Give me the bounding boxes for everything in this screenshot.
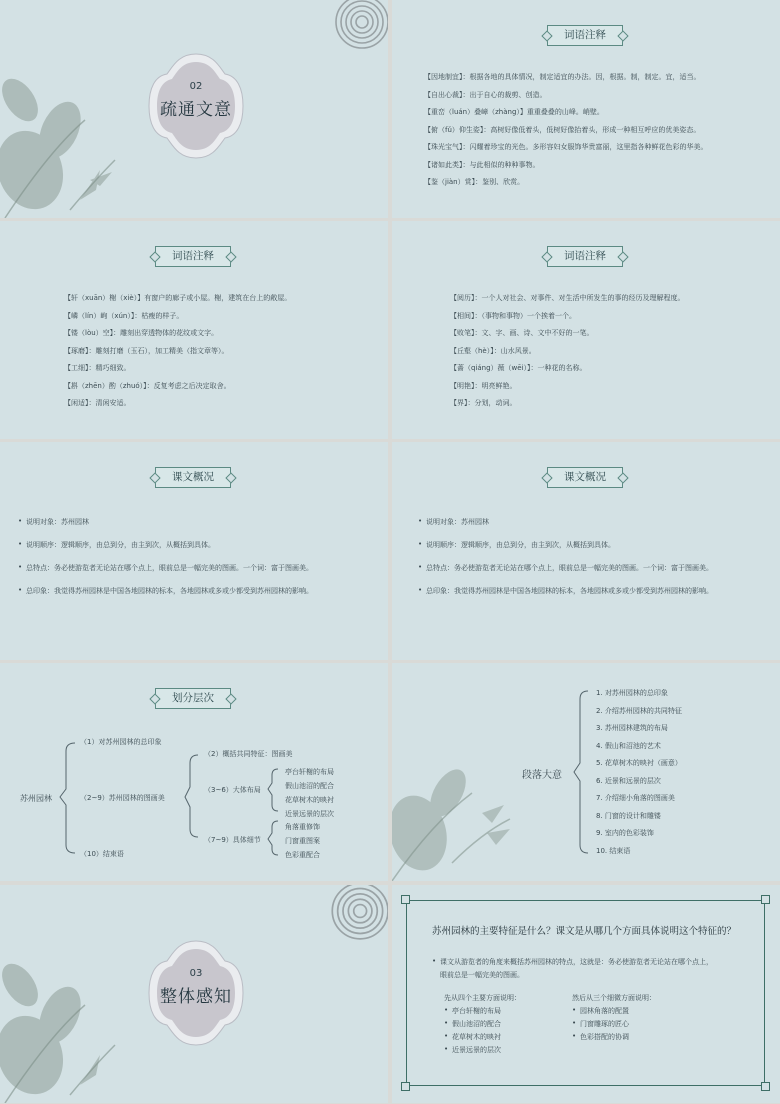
section-number: 02: [189, 81, 203, 92]
vocab-line: 【因地制宜】：根据各地的具体情况，制定适宜的办法。因，根据。制，制定。宜，适当。: [424, 73, 701, 81]
tree-leaf: 角落重修饰: [285, 823, 320, 831]
vocab-line: 【阅历】：一个人对社会、对事件、对生活中所发生的事的经历及理解程度。: [450, 294, 685, 302]
slide-section-03[interactable]: [0, 885, 388, 1103]
slide-vocab-1[interactable]: [392, 0, 780, 218]
slide-vocab-3[interactable]: [392, 221, 780, 439]
vocab-list: [424, 69, 708, 192]
vocab-line: 【轩（xuān）榭（xiè）】有窗户的廊子或小屋。榭，建筑在台上的敞屋。: [64, 294, 292, 302]
vocab-line: 【败笔】：文、字、画、诗、文中不好的一笔。: [450, 329, 594, 337]
ripple-icon: [332, 0, 388, 50]
summary-item: 9. 室内的色彩装饰: [596, 829, 654, 837]
slide-heading: 词语注释: [155, 246, 231, 267]
right-item: • 园林角落的配置: [580, 1006, 629, 1016]
slide-question[interactable]: [392, 885, 780, 1103]
summary-item: 2. 介绍苏州园林的共同特征: [596, 706, 682, 715]
frame-corner: [401, 895, 410, 904]
vocab-line: 【琢磨】：雕刻打磨（玉石），加工精美（指文章等）。: [64, 346, 229, 355]
tree-node: （1）对苏州园林的总印象: [80, 738, 162, 746]
slide-section-02[interactable]: [0, 0, 388, 218]
frame-corner: [401, 1082, 410, 1091]
summary-item: 8. 门窗的设计和雕镂: [596, 811, 661, 820]
vocab-line: 【珠光宝气】：闪耀着珍宝的光色。多形容妇女服饰华贵富丽，这里指各种鲜花色彩的华美。: [424, 143, 708, 151]
slide-heading: 划分层次: [155, 688, 231, 709]
tree-leaf: 假山池沼的配合: [285, 782, 334, 790]
tree-node: （10）结束语: [80, 850, 124, 858]
overview-bullet: • 总印象：我觉得苏州园林是中国各地园林的标本，各地园林或多或少都受到苏州园林的影响。: [26, 586, 313, 596]
question-text: 苏州园林的主要特征是什么？课文是从哪几个方面具体说明这个特征的？: [432, 926, 737, 937]
overview-bullet: • 总特点：务必使游览者无论站在哪个点上，眼前总是一幅完美的图画。一个词：富于图画美。: [26, 563, 313, 573]
leaf-shadow-icon: [0, 60, 140, 218]
tree-leaf: 门窗重图案: [285, 837, 320, 845]
left-item: • 近景远景的层次: [452, 1045, 501, 1055]
answer-line: • 课文从游览者的角度来概括苏州园林的特点，这就是：务必使游览者无论站在哪个点上，: [440, 957, 713, 967]
vocab-line: 【丘壑（hè）】：山水风景。: [450, 346, 536, 355]
overview-bullet: • 说明对象：苏州园林: [26, 517, 89, 527]
vocab-line: 【蔷（qiáng）薇（wēi）】：一种花的名称。: [450, 364, 587, 372]
tree-leaf: 花草树木的映衬: [285, 796, 334, 804]
summary-item: 4. 假山和沼池的艺术: [596, 741, 661, 750]
vocab-line: 【诸如此类】：与此相似的种种事物。: [424, 160, 540, 169]
section-medal: [145, 937, 247, 1049]
slide-structure[interactable]: [0, 663, 388, 881]
overview-bullet: • 说明顺序：逻辑顺序，由总到分，由主到次，从概括到具体。: [426, 540, 615, 550]
tree-leaf: 色彩重配合: [285, 851, 320, 859]
section-number: 03: [189, 968, 203, 979]
overview-bullet: • 总印象：我觉得苏州园林是中国各地园林的标本，各地园林或多或少都受到苏州园林的影响。: [426, 586, 713, 596]
vocab-line: 【明艳】：明亮鲜艳。: [450, 381, 517, 390]
vocab-line: 【工细】：精巧细致。: [64, 364, 131, 372]
vocab-line: 【界】：分划，动词。: [450, 399, 517, 407]
summary-item: 10. 结束语: [596, 846, 631, 855]
frame-corner: [761, 895, 770, 904]
tree-leaf: 近景远景的层次: [285, 810, 334, 818]
right-item: • 门窗雕琢的匠心: [580, 1019, 629, 1029]
vocab-line: 【自出心裁】：出于自心的裁剪、创造。: [424, 90, 547, 99]
section-medal: [145, 50, 247, 162]
right-head: 然后从三个细微方面说明：: [572, 994, 656, 1002]
ripple-icon: [328, 885, 388, 941]
slide-overview-1[interactable]: [0, 442, 388, 660]
left-item: • 亭台轩榭的布局: [452, 1006, 501, 1016]
summary-item: 1. 对苏州园林的总印象: [596, 689, 668, 697]
vocab-line: 【闲适】：清闲安适。: [64, 399, 131, 407]
summary-item: 7. 介绍细小角落的图画美: [596, 794, 675, 802]
slide-heading: 课文概况: [547, 467, 623, 488]
left-item: • 假山池沼的配合: [452, 1019, 501, 1029]
overview-bullet: • 说明顺序：逻辑顺序，由总到分，由主到次，从概括到具体。: [26, 540, 215, 550]
summary-bracket: [392, 663, 780, 881]
section-title: 疏通文意: [160, 100, 232, 120]
slide-heading: 词语注释: [547, 246, 623, 267]
left-head: 先从四个主要方面说明：: [444, 994, 521, 1002]
tree-node: （7~9）具体细节: [204, 836, 261, 844]
tree-node: （2）概括共同特征：图画美: [204, 750, 293, 758]
slide-paragraph-summary[interactable]: [392, 663, 780, 881]
vocab-list: [64, 290, 291, 413]
left-item: • 花草树木的映衬: [452, 1032, 501, 1042]
section-title: 整体感知: [160, 987, 232, 1007]
tree-node: （3~6）大体布局: [204, 786, 261, 794]
right-item: • 色彩搭配的协调: [580, 1032, 629, 1042]
vocab-line: 【相间】：（事物和事物）一个挨着一个。: [450, 311, 576, 320]
slide-overview-2[interactable]: [392, 442, 780, 660]
vocab-line: 【鉴（jiàn）赏】：鉴别、欣赏。: [424, 178, 525, 186]
leaf-shadow-icon: [0, 945, 140, 1103]
summary-item: 3. 苏州园林建筑的布局: [596, 724, 668, 732]
vocab-line: 【嶙（lín）峋（xún）】：枯瘦的样子。: [64, 311, 184, 320]
vocab-line: 【镂（lòu）空】：雕刻出穿透物体的花纹或文字。: [64, 329, 219, 337]
tree-node: （2~9）苏州园林的图画美: [80, 794, 165, 802]
summary-item: 5. 花草树木的映衬（画意）: [596, 759, 682, 767]
tree-leaf: 亭台轩榭的布局: [285, 768, 334, 776]
vocab-line: 【斟（zhēn）酌（zhuó）】：反复考虑之后决定取舍。: [64, 381, 231, 390]
overview-bullet: • 说明对象：苏州园林: [426, 517, 489, 527]
slide-heading: 课文概况: [155, 467, 231, 488]
vocab-line: 【俯（fǔ）仰生姿】：高树好像低着头，低树好像抬着头，形成一种相互呼应的优美姿态。: [424, 125, 701, 134]
summary-item: 6. 近景和远景的层次: [596, 776, 661, 785]
frame-corner: [761, 1082, 770, 1091]
tree-root: 苏州园林: [20, 794, 52, 803]
vocab-list: [450, 290, 685, 413]
overview-bullet: • 总特点：务必使游览者无论站在哪个点上，眼前总是一幅完美的图画。一个词：富于图画美。: [426, 563, 713, 573]
summary-label: 段落大意: [522, 770, 562, 781]
vocab-line: 【重峦（luán）叠嶂（zhàng）】重重叠叠的山峰。峭壁。: [424, 108, 604, 116]
slide-vocab-2[interactable]: [0, 221, 388, 439]
answer-line: 眼前总是一幅完美的图画。: [440, 971, 524, 979]
slide-heading: 词语注释: [547, 25, 623, 46]
